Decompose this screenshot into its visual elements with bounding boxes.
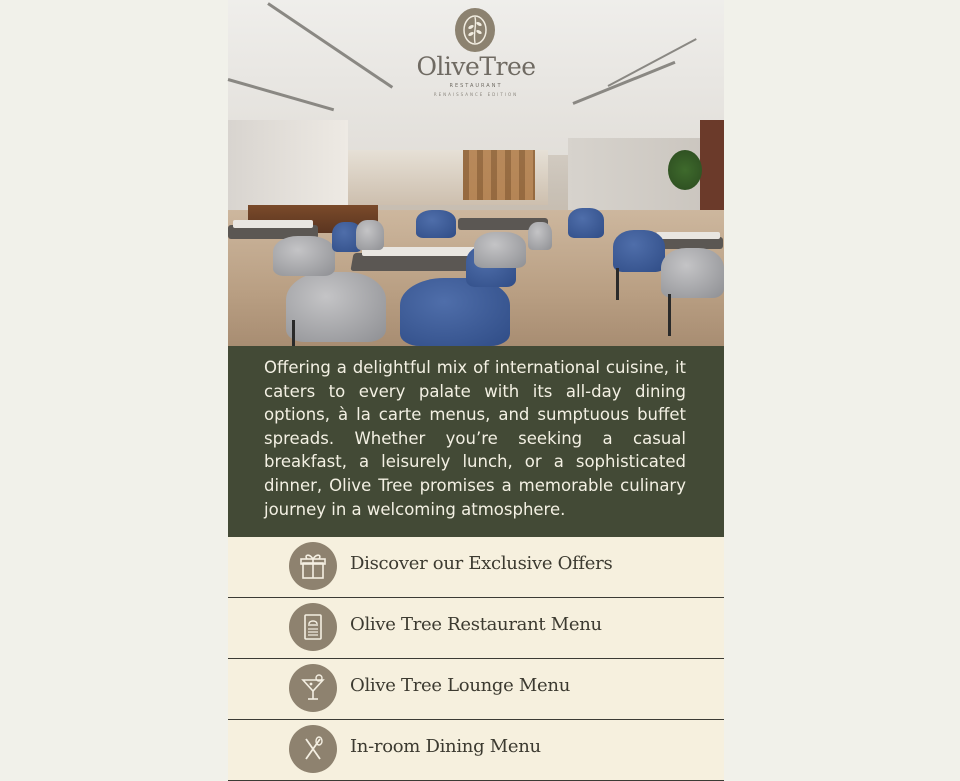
description-panel <box>228 346 724 537</box>
chair <box>356 220 384 250</box>
wine-shelf <box>463 150 535 200</box>
chair <box>568 208 604 238</box>
olive-tree-logo-emblem <box>455 8 495 52</box>
brand-name: OliveTree <box>416 52 536 81</box>
menu-card-icon <box>289 603 337 651</box>
chair <box>613 230 665 272</box>
menu-item-restaurant-menu[interactable] <box>228 598 724 659</box>
content-column <box>228 0 724 757</box>
gift-icon <box>289 542 337 590</box>
chair-leg <box>616 268 619 300</box>
brand-edition: RENAISSANCE EDITION <box>433 92 519 97</box>
menu-list <box>228 537 724 781</box>
chair-leg <box>668 294 671 336</box>
menu-item-exclusive-offers[interactable] <box>228 537 724 598</box>
menu-item-label: In-room Dining Menu <box>350 736 541 757</box>
brand-subtitle: RESTAURANT <box>449 83 503 89</box>
menu-item-label: Discover our Exclusive Offers <box>350 553 613 574</box>
chair <box>400 278 510 346</box>
cutlery-icon <box>289 725 337 773</box>
chair <box>474 232 526 268</box>
pillar <box>700 120 724 220</box>
cocktail-icon <box>289 664 337 712</box>
place-setting <box>233 220 313 228</box>
chair-leg <box>292 320 295 346</box>
chair <box>273 236 335 276</box>
plant <box>668 150 702 190</box>
menu-item-lounge-menu[interactable] <box>228 659 724 720</box>
description-text: Offering a delightful mix of international cuisine, it caters to every palate with its all-day dining options, à la carte menus, and sumptuous buffet spreads. Whether you’re seeking a casual breakfast, a leisurely lunch, or a sophisticated dinner, Olive Tree promises a memorable culinary journey in a welcoming atmosphere. <box>264 358 686 519</box>
chair <box>286 272 386 342</box>
menu-item-in-room-dining[interactable] <box>228 720 724 781</box>
wall <box>228 120 348 215</box>
chair <box>416 210 456 238</box>
place-setting <box>656 232 720 239</box>
hero-photo <box>228 0 724 346</box>
chair <box>661 248 724 298</box>
menu-item-label: Olive Tree Restaurant Menu <box>350 614 602 635</box>
menu-item-label: Olive Tree Lounge Menu <box>350 675 570 696</box>
chair <box>528 222 552 250</box>
olive-leaf-icon <box>460 13 490 47</box>
